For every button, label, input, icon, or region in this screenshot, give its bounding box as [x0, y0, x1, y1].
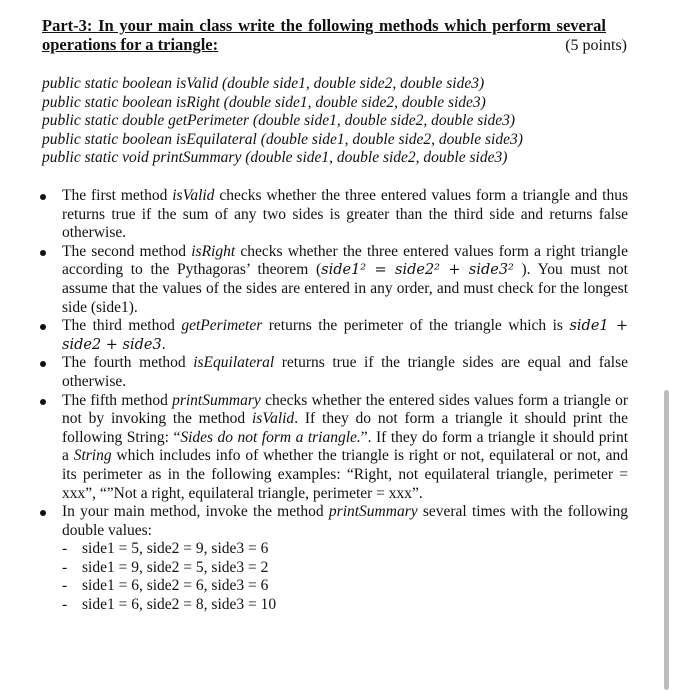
bullet-dot-icon: [40, 361, 46, 367]
bullet-isright: [40, 243, 628, 317]
pythagoras-formula: side1² = side2² + side3²: [321, 262, 514, 279]
points-label: (5 points): [565, 37, 627, 54]
bullet-list: [40, 187, 628, 615]
list-item: [62, 596, 628, 615]
test-value: side1 = 9, side2 = 5, side3 = 2: [82, 558, 269, 576]
test-value: side1 = 5, side2 = 9, side3 = 6: [82, 540, 269, 558]
method-name: getPerimeter: [181, 317, 263, 335]
heading-line-2: operations for a triangle:: [42, 35, 219, 54]
bullet-printsummary: [40, 392, 628, 504]
signature-printsummary: public static void printSummary (double side1, double side2, double side3): [42, 149, 508, 167]
method-signatures: [42, 75, 642, 168]
bullet-text: The first method: [62, 187, 173, 204]
dash-bullet: -: [62, 596, 68, 614]
dash-bullet: -: [62, 577, 68, 595]
vertical-scrollbar[interactable]: [664, 390, 669, 690]
bullet-getperimeter: [40, 317, 628, 354]
bullet-text: The fifth method: [62, 391, 173, 409]
quoted-string: Sides do not form a triangle.: [180, 428, 361, 446]
bullet-text: checks whether the three entered values form a triangle and thus returns true if the sum of any two sides is greater than the third side and returns false otherwise.: [62, 187, 628, 242]
bullet-text: ”. If they do form a triangle it should print a: [62, 428, 628, 465]
method-name: isValid: [251, 410, 295, 428]
string-word: String: [73, 447, 112, 465]
bullet-text: returns the perimeter of the triangle which is: [262, 317, 570, 335]
list-item: [62, 577, 628, 596]
section-heading: [42, 16, 626, 54]
test-value: side1 = 6, side2 = 6, side3 = 6: [82, 577, 269, 595]
signature-isequilateral: public static boolean isEquilateral (double side1, double side2, double side3): [42, 130, 523, 148]
signature-isvalid: public static boolean isValid (double side1, double side2, double side3): [42, 75, 485, 92]
method-name: printSummary: [328, 503, 418, 521]
bullet-text: returns true if the triangle sides are equal and false otherwise.: [62, 354, 628, 390]
test-value: side1 = 6, side2 = 8, side3 = 10: [82, 596, 277, 614]
bullet-dot-icon: [40, 399, 46, 405]
heading-line-1: Part-3: In your main class write the following methods which perform several: [42, 16, 607, 35]
bullet-dot-icon: [40, 250, 46, 256]
bullet-text: The fourth method: [62, 354, 194, 372]
bullet-dot-icon: [40, 194, 46, 200]
bullet-isequilateral: [40, 354, 628, 391]
perimeter-formula: side1 + side2 + side3: [62, 318, 628, 353]
signature-isright: public static boolean isRight (double side1, double side2, double side3): [42, 93, 486, 111]
bullet-text: checks whether the entered sides values form a triangle or not by invoking the method: [62, 391, 628, 428]
bullet-text: ). You must not assume that the values of the sides are entered in any order, and must check for the longest side (side1).: [62, 261, 628, 316]
bullet-dot-icon: [40, 510, 46, 516]
dash-bullet: -: [62, 540, 68, 558]
dash-bullet: -: [62, 558, 68, 576]
bullet-isvalid: [40, 187, 628, 243]
list-item: [62, 559, 628, 578]
list-item: [62, 540, 628, 559]
bullet-dot-icon: [40, 324, 46, 330]
bullet-text: several times with the following double values:: [62, 503, 628, 539]
test-values-list: [40, 540, 628, 614]
method-name: isValid: [172, 187, 215, 204]
bullet-text: In your main method, invoke the method: [62, 503, 329, 521]
method-name: isEquilateral: [193, 354, 275, 372]
signature-getperimeter: public static double getPerimeter (double side1, double side2, double side3): [42, 112, 516, 130]
bullet-text: which includes info of whether the triangle is right or not, equilateral or not, and its perimeter as in the following examples: “Right, not equilateral triangle, perimeter = xxx”, “”Not a right, equilateral triangle, perimeter = xxx”.: [62, 447, 628, 502]
method-name: isRight: [191, 242, 236, 260]
bullet-text: .: [161, 335, 166, 353]
bullet-text: . If they do not form a triangle it should print the following String: “: [62, 410, 628, 446]
bullet-text: The second method: [62, 242, 192, 260]
bullet-text: checks whether the three entered values form a right triangle according to the Pythagoras’ theorem (: [62, 242, 628, 279]
bullet-main-method: [40, 503, 628, 540]
bullet-text: The third method: [62, 317, 182, 335]
method-name: printSummary: [172, 391, 261, 409]
